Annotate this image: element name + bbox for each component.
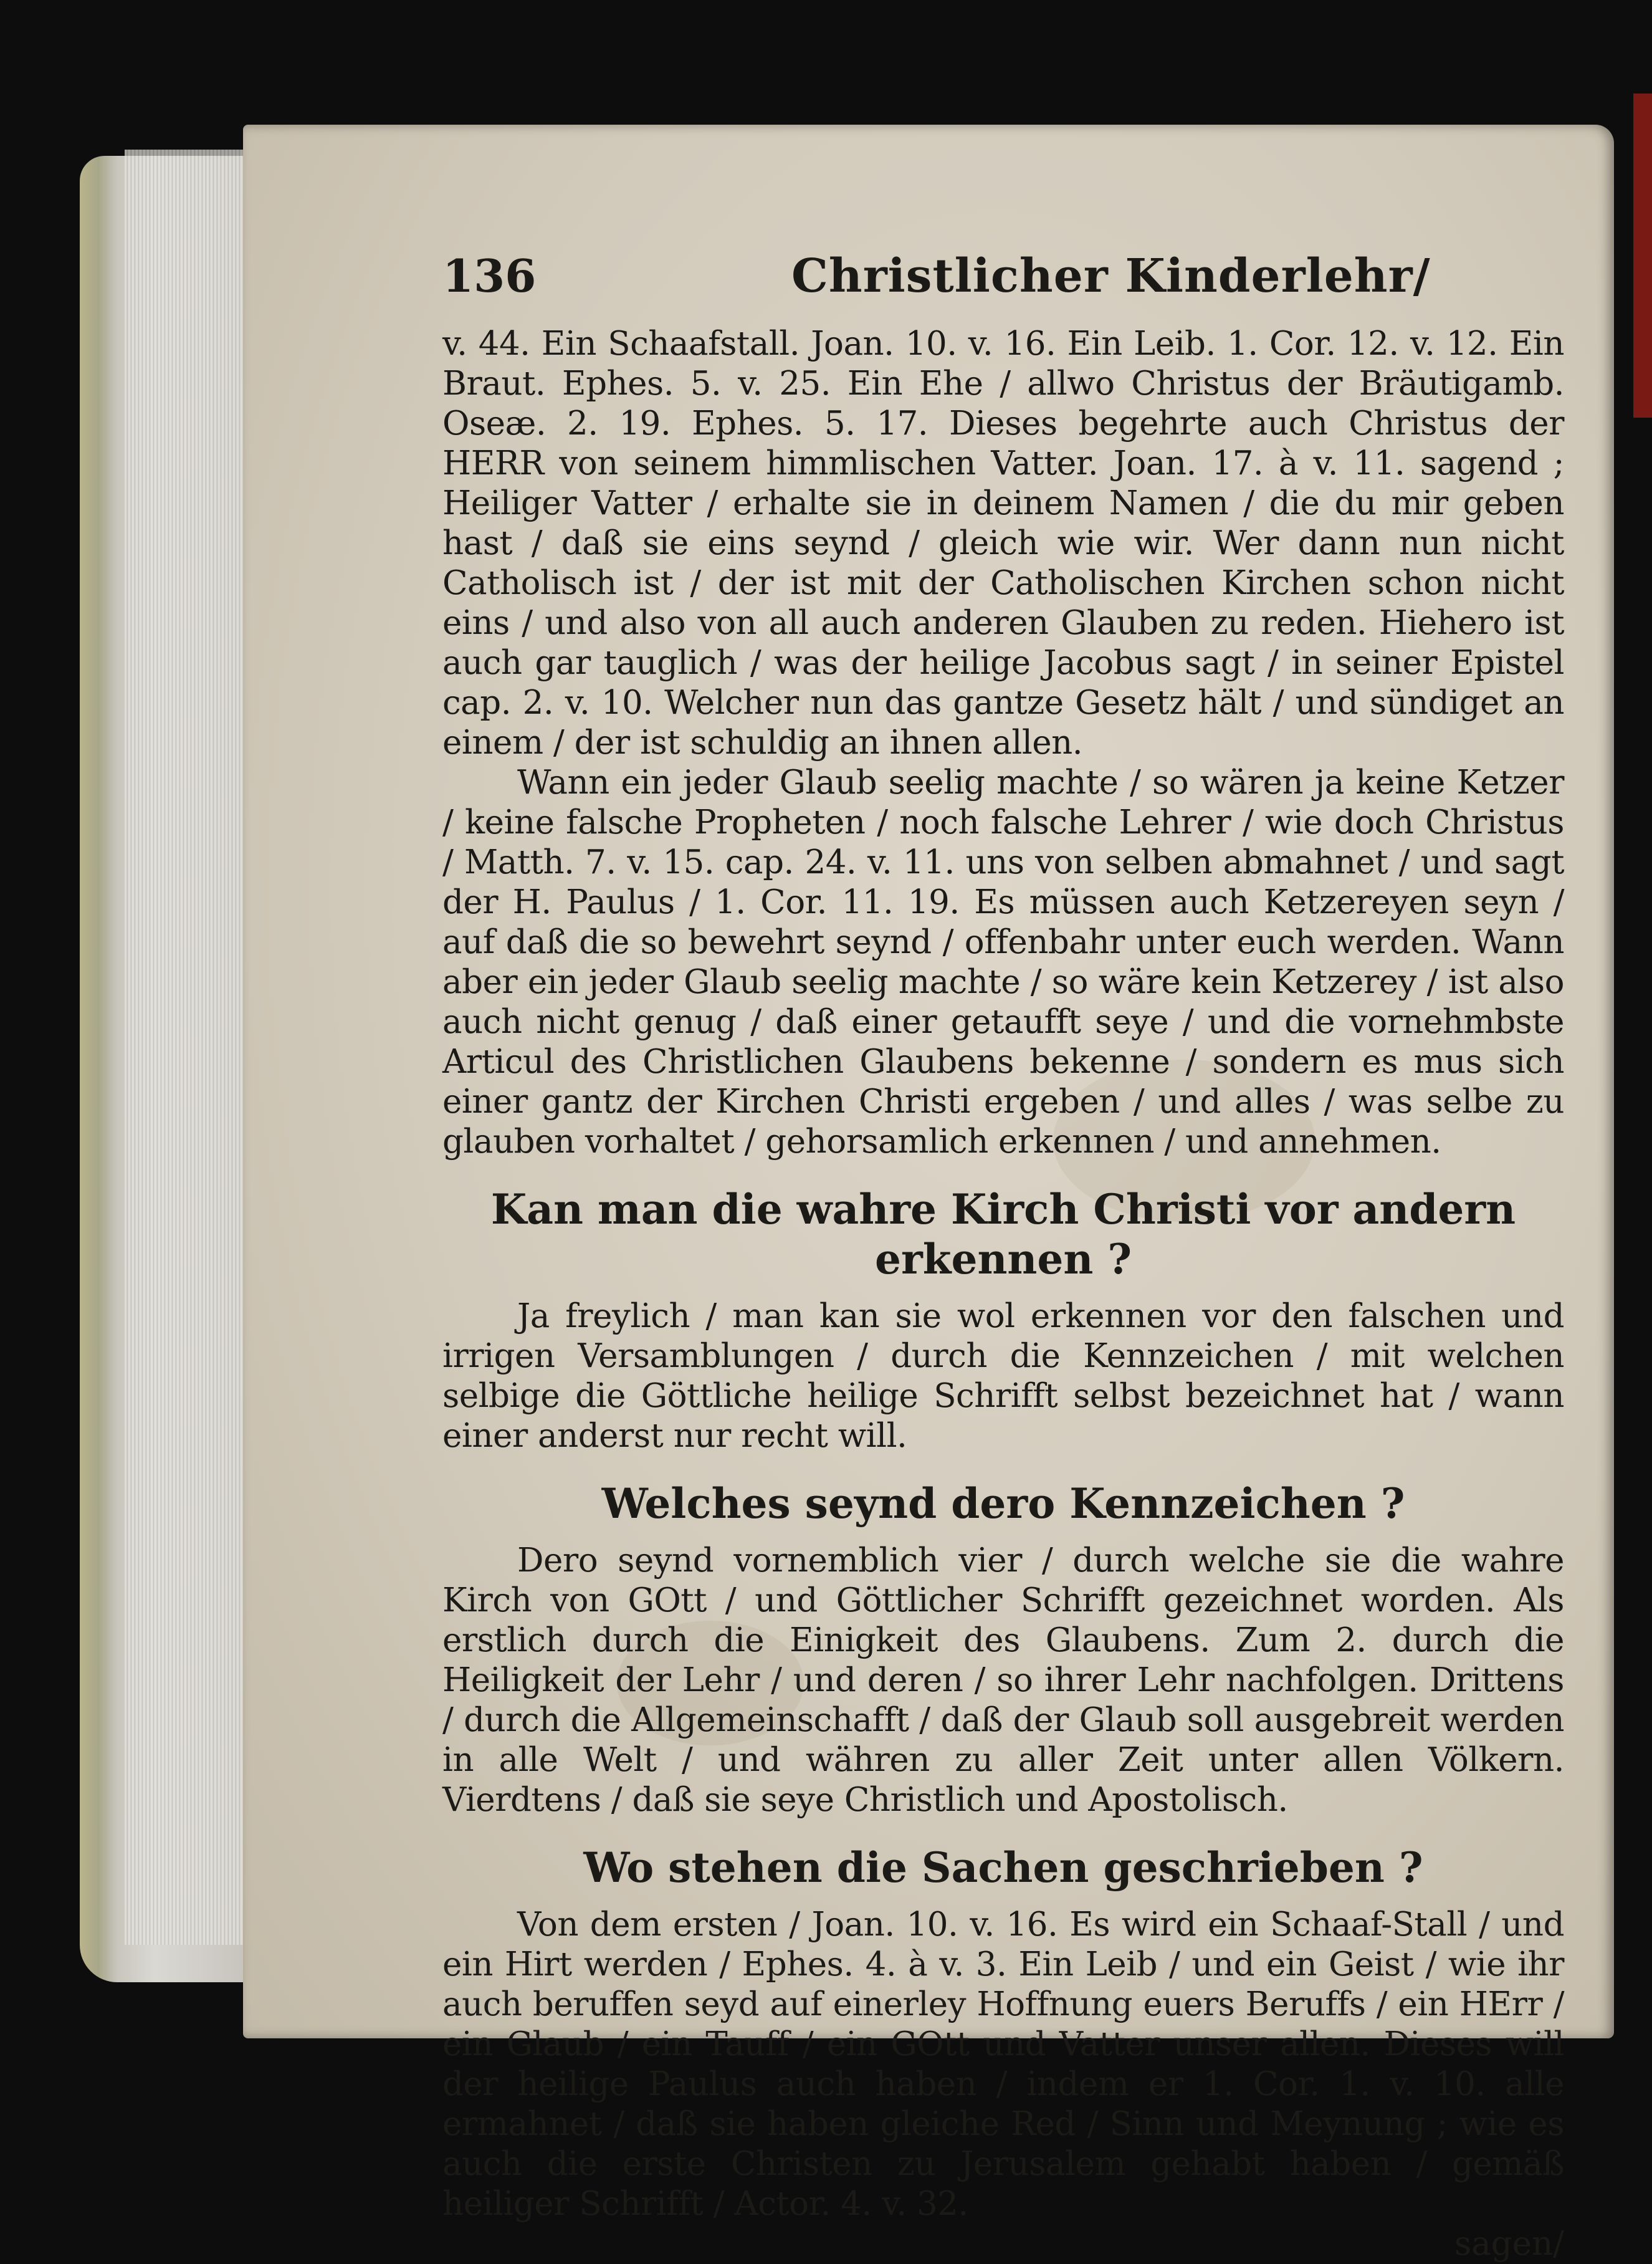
question-heading: Kan man die wahre Kirch Christi vor andern erkennen ? [490,1185,1516,1283]
red-binding-strip [1633,94,1652,418]
running-head: Christlicher Kinderlehr/ [791,249,1431,303]
text-paragraph: Wann ein jeder Glaub seelig machte / so wären ja keine Ketzer / keine falsche Propheten / noch falsche Lehrer / wie doch Christus / Matth. 7. v. 15. cap. 24. v. 11. uns von selben abmahnet / und sagt der H. Paulus / 1. Cor. 11. 19. Es müssen auch Ketzereyen seyn / auf daß die so bewehrt seynd / offenbahr unter euch werden. Wann aber ein jeder Glaub seelig machte / so wäre kein Ketzerey / ist also auch nicht genug / daß einer getaufft seye / und die vornehmbste Articul des Christlichen Glaubens bekenne / sondern es mus sich einer gantz der Kirchen Christi ergeben / und alles / was selbe zu glauben vorhaltet / gehorsamlich erkennen / und annehmen. [442,764,1564,1161]
page-header [442,249,1564,324]
page-edges [125,150,249,1945]
page-number: 136 [442,249,537,302]
question-heading: Welches seynd dero Kennzeichen ? [601,1479,1405,1528]
question-heading: Wo stehen die Sachen geschrieben ? [583,1843,1423,1892]
text-paragraph: Von dem ersten / Joan. 10. v. 16. Es wird ein Schaaf-Stall / und ein Hirt werden / Ephes. 4. à v. 3. Ein Leib / und ein Geist / wie ihr auch beruffen seyd auf einerley Hoffnung euers Beruffs / ein HErr / ein Glaub / ein Tauff / ein GOtt und Vatter unser allen. Dieses will der heilige Paulus auch haben / indem er 1. Cor. 1. v. 10. alle ermahnet / daß sie haben gleiche Red / Sinn und Meynung ; wie es auch die erste Christen zu Jerusalem gehabt haben / gemäß heiliger Schrifft / Actor. 4. v. 32. [442,1906,1564,2223]
catchword: sagen/ [1454,2225,1564,2263]
text-body [442,324,1564,2224]
text-paragraph: v. 44. Ein Schaafstall. Joan. 10. v. 16. Ein Leib. 1. Cor. 12. v. 12. Ein Braut. Ephes. 5. v. 25. Ein Ehe / allwo Christus der Bräutigamb. Oseæ. 2. 19. Ephes. 5. 17. Dieses begehrte auch Christus der HERR von seinem himmlischen Vatter. Joan. 17. à v. 11. sagend ; Heiliger Vatter / erhalte sie in deinem Namen / die du mir geben hast / daß sie eins seynd / gleich wie wir. Wer dann nun nicht Catholisch ist / der ist mit der Catholischen Kirchen schon nicht eins / und also von all auch anderen Glauben zu reden. Hiehero ist auch gar tauglich / was der heilige Jacobus sagt / in seiner Epistel cap. 2. v. 10. Welcher nun das gantze Gesetz hält / und sündiget an einem / der ist schuldig an ihnen allen. [442,325,1564,762]
page-text [442,249,1564,2264]
text-paragraph: Dero seynd vornemblich vier / durch welche sie die wahre Kirch von GOtt / und Göttlicher Schrifft gezeichnet worden. Als erstlich durch die Einigkeit des Glaubens. Zum 2. durch die Heiligkeit der Lehr / und deren / so ihrer Lehr nachfolgen. Drittens / durch die Allgemeinschafft / daß der Glaub soll ausgebreit werden in alle Welt / und währen zu aller Zeit unter allen Völkern. Vierdtens / daß sie seye Christlich und Apostolisch. [442,1542,1564,1819]
text-paragraph: Ja freylich / man kan sie wol erkennen vor den falschen und irrigen Versamblungen / durch die Kennzeichen / mit welchen selbige die Göttliche heilige Schrifft selbst bezeichnet hat / wann einer anderst nur recht will. [442,1297,1564,1455]
